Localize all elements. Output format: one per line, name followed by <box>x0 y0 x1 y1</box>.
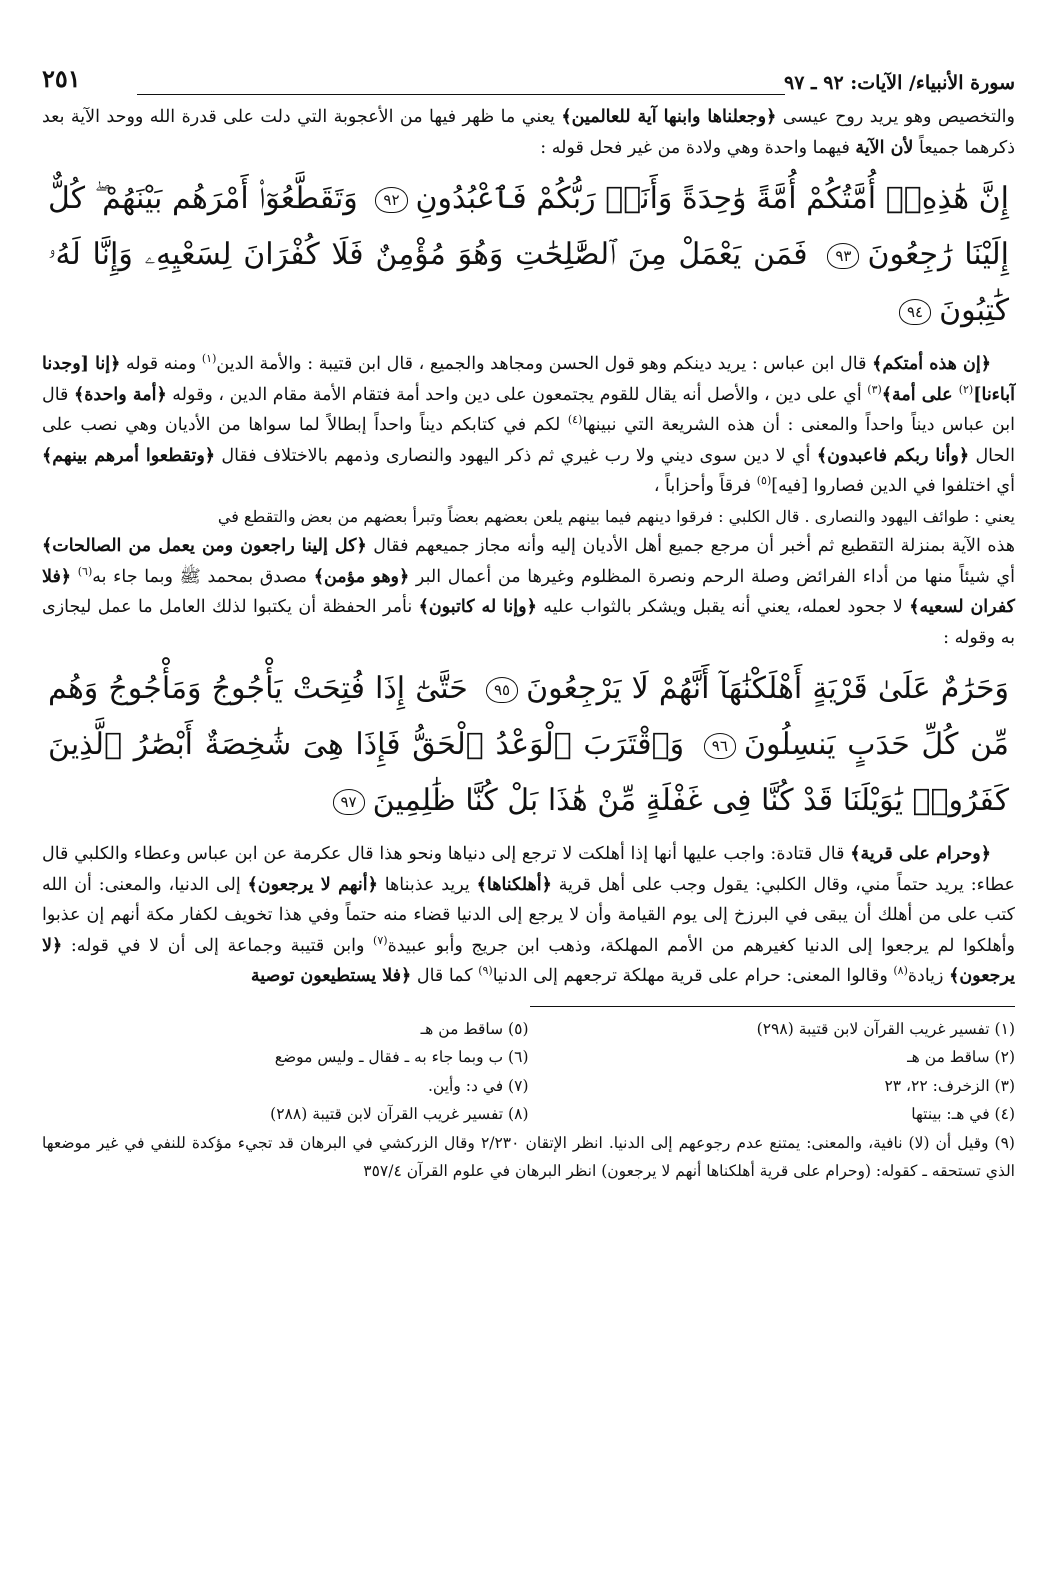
footnotes <box>42 1015 1015 1186</box>
verse-number-94: ٩٤ <box>899 299 931 325</box>
verse-96: حَتَّىٰٓ إِذَا فُتِحَتْ يَأْجُوجُ وَمَأْجُوجُ وَهُم مِّن كُلِّ حَدَبٍ يَنسِلُونَ <box>48 671 1009 762</box>
footnote-ref: (٧) <box>373 933 388 947</box>
footnote-8: (٨) تفسير غريب القرآن لابن قتيبة (٢٨٨) <box>270 1105 529 1123</box>
footnote-ref: (٤) <box>567 413 583 427</box>
footnote-5: (٥) ساقط من هـ <box>420 1019 529 1038</box>
footnote-2: (٢) ساقط من هـ <box>907 1048 1015 1066</box>
tafsir-section-2: ﴿وحرام على قرية﴾ قال قتادة: واجب عليها أنها إذا أهلكت لا ترجع إلى دنياها ونحو هذا قال عكرمة عن ابن عباس وعطاء والكلبي قال عطاء: يريد حتماً مني، وقال الكلبي: يقول وجب على أهل قرية ﴿أهلكناها﴾ يريد عذبناها ﴿أنهم لا يرجعون﴾ إلى الدنيا، والمعنى: أن الله كتب على من أهلك أن يبقى في البرزخ إلى يوم القيامة وأن لا يرجع إلى الدنيا قضاء منه حتماً وفي هذا تخويف لكفار مكة أنهم إن عذبوا وأهلكوا لم يرجعوا إلى الدنيا كغيرهم من الأمم المهلكة، وذهب ابن جريج وأبو عبيدة$^{(٧)}$ وابن قتيبة وجماعة إلى أن لا في قوله: ﴿لا يرجعون﴾ زيادة$^{(٨)}$ وقالوا المعنى: حرام على قرية مهلكة ترجعهم إلى الدنيا$^{(٩)}$ كما قال ﴿فلا يستطيعون توصية <box>42 844 1015 986</box>
footnote-ref: (٩) <box>478 964 493 978</box>
tafsir-section-1: ﴿إن هذه أمتكم﴾ قال ابن عباس : يريد دينكم وهو قول الحسن ومجاهد والجميع ، قال ابن قتيبة : والأمة الدين$^{(١)}$ ومنه قوله ﴿إنا [وجدنا آباءنا]$^{(٢)}$ على أمة﴾$^{(٣)}$ أي على دين ، والأصل أنه يقال للقوم يجتمعون على دين واحد أمة فتقام الأمة مقام الدين ، وقوله ﴿أمة واحدة﴾ قال ابن عباس ديناً واحداً والمعنى : أن هذه الشريعة التي نبينها$^{(٤)}$ لكم في كتابكم ديناً واحداً إبطالاً لما سواها من الأديان وهي نصب على الحال ﴿وأنا ربكم فاعبدون﴾ أي لا دين سوى ديني ولا رب غيري ثم ذكر اليهود والنصارى وذمهم بالاختلاف فقال ﴿وتقطعوا أمرهم بينهم﴾ أي اختلفوا في الدين فصاروا [فيه]$^{(٥)}$ فرقاً وأحزاباً ، يعني : طوائف اليهود والنصارى . قال الكلبي : فرقوا دينهم فيما بينهم يلعن بعضهم بعضاً وتبرأ بعضهم من بعض والتقطع في هذه الآية بمنزلة التقطيع ثم أخبر أن مرجع جميع أهل الأديان إليه وأنه مجاز جميعهم فقال ﴿كل إلينا راجعون ومن يعمل من الصالحات﴾ أي شيئاً منها من أداء الفرائض وصلة الرحم ونصرة المظلوم وغيرها من أعمال البر ﴿وهو مؤمن﴾ مصدق بمحمد ﷺ وبما جاء به$^{(٦)}$ ﴿فلا كفران لسعيه﴾ لا جحود لعمله، يعني أنه يقبل ويشكر بالثواب عليه ﴿وإنا له كاتبون﴾ نأمر الحفظة أن يكتبوا لذلك العامل ما عمل ليجازى به وقوله : <box>42 352 1016 648</box>
footnote-ref: (٦) <box>77 564 93 578</box>
footnote-ref: (٣) <box>867 382 882 396</box>
footnote-1: (١) تفسير غريب القرآن لابن قتيبة (٢٩٨) <box>756 1019 1015 1038</box>
verse-92: إِنَّ هَٰذِهِۦٓ أُمَّتُكُمْ أُمَّةً وَٰحِدَةً وَأَنَا۠ رَبُّكُمْ فَٱعْبُدُونِ <box>415 181 1009 216</box>
footnote-3: (٣) الزخرف: ٢٢، ٢٣ <box>884 1076 1015 1095</box>
quran-verses-92-94 <box>48 171 1009 339</box>
verse-number-93: ٩٣ <box>827 243 859 269</box>
quran-verses-95-97 <box>48 661 1009 829</box>
page-number: ٢٥١ <box>42 64 81 93</box>
footnote-separator <box>530 1006 1015 1007</box>
intro-paragraph: والتخصيص وهو يريد روح عيسى ﴿وجعلناها وابنها آية للعالمين﴾ يعني ما ظهر فيها من الأعجوبة التي دلت على قدرة الله ووحد الآية بعد ذكرهما جميعاً لأن الآية فيهما واحدة وهي ولادة من غير فحل قوله : <box>42 107 1015 158</box>
quran-citation: ﴿وجعلناها وابنها آية للعالمين﴾ <box>561 107 777 127</box>
footnote-ref: (٢) <box>958 382 974 396</box>
verse-number-97: ٩٧ <box>333 789 365 815</box>
running-title: سورة الأنبياء/ الآيات: ٩٢ ـ ٩٧ <box>776 72 1015 94</box>
footnote-9: (٩) وقيل أن (لا) نافية، والمعنى: يمتنع عدم رجوعهم إلى الدنيا. انظر الإتقان ٢/٢٣٠ وقال الزركشي في البرهان قد تجيء مؤكدة للنفي في غير موضعها الذي تستحقه ـ كقوله: (وحرام على قرية أهلكناها أنهم لا يرجعون) انظر البرهان في علوم القرآن ٣٥٧/٤ <box>42 1133 1015 1180</box>
footnote-7: (٧) في د: وأين. <box>427 1076 529 1095</box>
footnote-ref: (١) <box>201 352 217 366</box>
kalbi-quote-line: يعني : طوائف اليهود والنصارى . قال الكلبي : فرقوا دينهم فيما بينهم يلعن بعضهم بعضاً وتبرأ بعضهم من بعض والتقطع في <box>217 506 1015 526</box>
verse-94: فَمَن يَعْمَلْ مِنَ ٱلصَّٰلِحَٰتِ وَهُوَ مُؤْمِنٌ فَلَا كُفْرَانَ لِسَعْيِهِۦ وَإِنَّا لَهُۥ كَٰتِبُونَ <box>48 237 1009 328</box>
verse-97: وَٱقْتَرَبَ ٱلْوَعْدُ ٱلْحَقُّ فَإِذَا هِىَ شَٰخِصَةٌ أَبْصَٰرُ ٱلَّذِينَ كَفَرُوا۟ يَٰوَيْلَنَا قَدْ كُنَّا فِى غَفْلَةٍ مِّنْ هَٰذَا بَلْ كُنَّا ظَٰلِمِينَ <box>48 727 1009 818</box>
header-rule <box>137 94 785 95</box>
verse-number-92: ٩٢ <box>375 187 407 213</box>
footnote-6: (٦) ب وبما جاء به ـ فقال ـ وليس موضع <box>274 1048 529 1066</box>
footnote-4: (٤) في هـ: بينتها <box>911 1105 1015 1123</box>
verse-number-96: ٩٦ <box>704 733 736 759</box>
verse-93: وَتَقَطَّعُوٓا۟ أَمْرَهُم بَيْنَهُمْ ۖ كُلٌّ إِلَيْنَا رَٰجِعُونَ <box>48 181 1009 272</box>
verse-number-95: ٩٥ <box>486 677 518 703</box>
page-header <box>42 62 1015 102</box>
footnote-ref: (٨) <box>893 964 908 978</box>
footnote-ref: (٥) <box>756 474 772 488</box>
verse-95: وَحَرَٰمٌ عَلَىٰ قَرْيَةٍ أَهْلَكْنَٰهَآ أَنَّهُمْ لَا يَرْجِعُونَ <box>526 671 1009 706</box>
